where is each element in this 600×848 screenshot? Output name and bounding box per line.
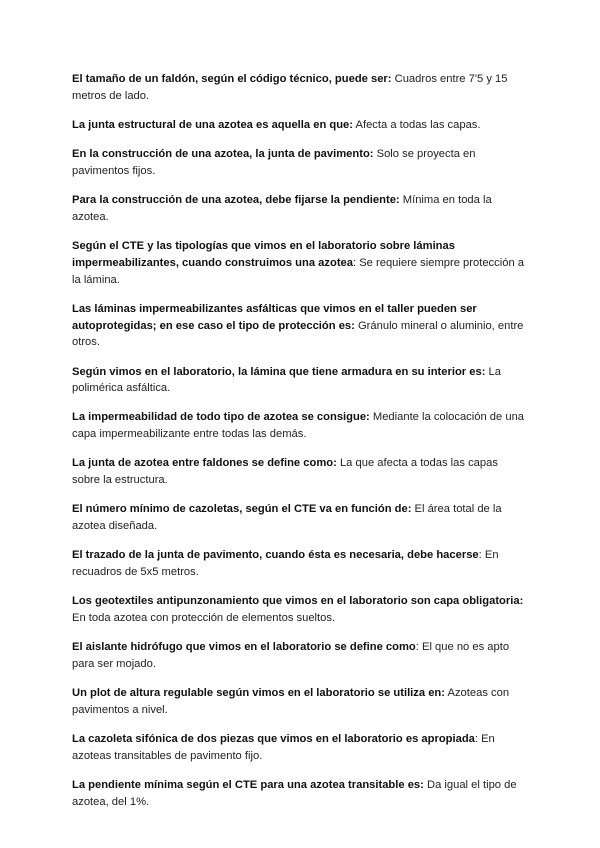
question-text: Las láminas impermeabilizantes asfálticas que vimos en el taller pueden ser autoprotegidas; en ese caso el tipo de protección es:	[72, 302, 477, 332]
qa-item-5	[72, 238, 528, 288]
qa-item-8	[72, 409, 528, 442]
qa-item-2	[72, 117, 528, 134]
answer-text: Cuadros entre 7'5 y 15 metros de lado.	[72, 73, 508, 102]
answer-text: Da igual el tipo de azotea, del 1%.	[72, 779, 517, 808]
qa-item-9	[72, 455, 528, 488]
answer-text: En toda azotea con protección de elementos sueltos.	[72, 612, 336, 625]
qa-item-10	[72, 501, 528, 534]
question-text: Para la construcción de una azotea, debe fijarse la pendiente:	[72, 194, 400, 207]
answer-text: Solo se proyecta en pavimentos fijos.	[72, 148, 476, 177]
qa-item-4	[72, 192, 528, 225]
answer-text: : El que no es apto para ser mojado.	[72, 641, 510, 670]
question-text: Según vimos en el laboratorio, la lámina que tiene armadura en su interior es:	[72, 365, 486, 378]
qa-item-11	[72, 547, 528, 580]
qa-item-12	[72, 593, 528, 626]
qa-item-15	[72, 731, 528, 764]
answer-text: Mínima en toda la azotea.	[72, 194, 492, 223]
qa-item-7	[72, 364, 528, 397]
qa-item-16	[72, 777, 528, 810]
answer-text: La que afecta a todas las capas sobre la estructura.	[72, 457, 498, 487]
question-text: Según el CTE y las tipologías que vimos en el laboratorio sobre láminas impermeabilizantes, cuando construimos una azotea	[72, 240, 455, 269]
answer-text: : En recuadros de 5x5 metros.	[72, 549, 499, 579]
question-text: La junta de azotea entre faldones se define como:	[72, 457, 337, 470]
answer-text: Mediante la colocación de una capa impermeabilizante entre todas las demás.	[72, 411, 525, 441]
qa-item-1	[72, 71, 528, 104]
question-text: La junta estructural de una azotea es aquella en que:	[72, 118, 354, 131]
answer-text: : Se requiere siempre protección a la lámina.	[72, 256, 525, 286]
question-text: La impermeabilidad de todo tipo de azotea se consigue:	[72, 411, 370, 424]
question-text: Los geotextiles antipunzonamiento que vimos en el laboratorio son capa obligatoria:	[72, 595, 524, 608]
question-text: El trazado de la junta de pavimento, cuando ésta es necesaria, debe hacerse	[72, 549, 479, 562]
answer-text: El área total de la azotea diseñada.	[72, 503, 502, 533]
qa-item-6	[72, 301, 528, 351]
qa-item-14	[72, 685, 528, 718]
question-text: En la construcción de una azotea, la junta de pavimento:	[72, 148, 374, 161]
question-text: La pendiente mínima según el CTE para una azotea transitable es:	[72, 779, 424, 792]
question-text: El aislante hidrófugo que vimos en el laboratorio se define como	[72, 641, 416, 654]
question-text: Un plot de altura regulable según vimos en el laboratorio se utiliza en:	[72, 687, 445, 700]
answer-text: Gránulo mineral o aluminio, entre otros.	[72, 319, 524, 349]
question-text: El tamaño de un faldón, según el código técnico, puede ser:	[72, 73, 392, 85]
answer-text: Azoteas con pavimentos a nivel.	[72, 687, 510, 716]
question-text: El número mínimo de cazoletas, según el CTE va en función de:	[72, 503, 412, 516]
answer-text: : En azoteas transitables de pavimento fijo.	[72, 733, 495, 762]
answer-text: La polimérica asfáltica.	[72, 365, 501, 395]
answer-text: Afecta a todas las capas.	[353, 118, 481, 131]
question-text: La cazoleta sifónica de dos piezas que vimos en el laboratorio es apropiada	[72, 733, 475, 746]
qa-item-13	[72, 639, 528, 672]
qa-item-3	[72, 146, 528, 179]
